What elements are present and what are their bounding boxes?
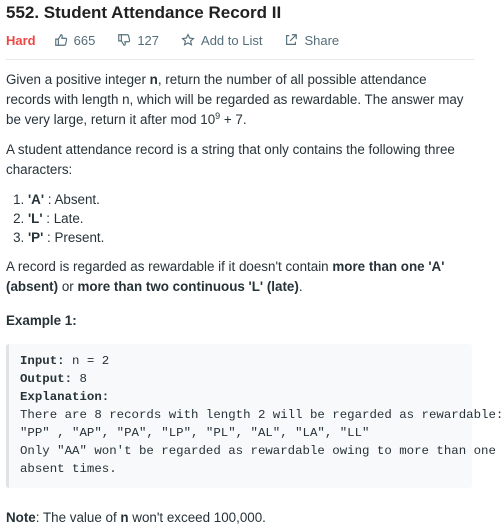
like-count: 665: [73, 32, 96, 48]
like-button[interactable]: [54, 33, 96, 48]
explanation-line: "PP" , "AP", "PA", "LP", "PL", "AL", "LA", "LL": [20, 426, 370, 440]
input-label: Input:: [20, 354, 65, 368]
intro-text: Given a positive integer: [6, 72, 150, 87]
list-item: [28, 190, 472, 209]
add-to-list-label: Add to List: [201, 32, 263, 48]
list-item: [28, 228, 472, 247]
share-button[interactable]: [284, 33, 339, 48]
note-text: : The value of: [35, 510, 121, 525]
rule-bold-absent: more than one 'A' (absent): [6, 259, 445, 294]
dislike-count: 127: [137, 32, 160, 48]
intro-text-2: , return the number of all possible attendance records with length n, which will be regarded as rewardable. The answer may be very large, return it after mod 10: [6, 72, 464, 127]
rule-text: A record is regarded as rewardable if it doesn't contain: [6, 259, 333, 274]
share-icon: [284, 33, 298, 47]
header-divider: [6, 59, 474, 60]
char-code: 'P': [28, 230, 44, 245]
explanation-line: There are 8 records with length 2 will be regarded as rewardable:: [20, 408, 503, 422]
output-label: Output:: [20, 372, 73, 386]
intro-n: n: [149, 72, 158, 87]
problem-title: 552. Student Attendance Record II: [6, 3, 282, 22]
note-n: n: [120, 510, 129, 525]
rule-text-mid: or: [58, 279, 78, 294]
difficulty-badge: Hard: [6, 32, 36, 48]
char-code: 'L': [28, 211, 43, 226]
intro-exponent: 9: [215, 111, 221, 121]
char-code: 'A': [28, 192, 45, 207]
note-text-2: won't exceed 100,000.: [128, 510, 266, 525]
problem-meta-row: [6, 31, 361, 49]
intro-text-3: + 7.: [220, 112, 247, 127]
intro-paragraph: [6, 70, 472, 130]
character-list: [28, 190, 472, 247]
add-to-list-button[interactable]: [181, 33, 262, 48]
record-definition: A student attendance record is a string that only contains the following three characters:: [6, 142, 455, 177]
char-text: : Absent.: [44, 192, 100, 207]
explanation-line: Only "AA" won't be regarded as rewardable owing to more than one: [20, 444, 496, 458]
thumbs-down-icon: [117, 33, 131, 47]
thumbs-up-icon: [54, 33, 68, 47]
rule-bold-late: more than two continuous 'L' (late): [77, 279, 299, 294]
example-title: Example 1:: [6, 313, 77, 328]
example-code-block: [6, 344, 503, 488]
star-icon: [181, 33, 195, 47]
problem-description: [6, 70, 503, 528]
char-text: : Late.: [42, 211, 84, 226]
note-label: Note: [6, 510, 36, 525]
rule-text-end: .: [298, 279, 303, 294]
input-value: n = 2: [64, 354, 110, 368]
dislike-button[interactable]: [117, 33, 159, 48]
char-text: : Present.: [43, 230, 105, 245]
output-value: 8: [72, 372, 87, 386]
explanation-label: Explanation:: [20, 390, 110, 404]
share-label: Share: [304, 32, 340, 48]
explanation-line: absent times.: [20, 462, 117, 476]
note-paragraph: [6, 508, 472, 528]
rewardable-rule: [6, 257, 472, 297]
list-item: [28, 209, 472, 228]
